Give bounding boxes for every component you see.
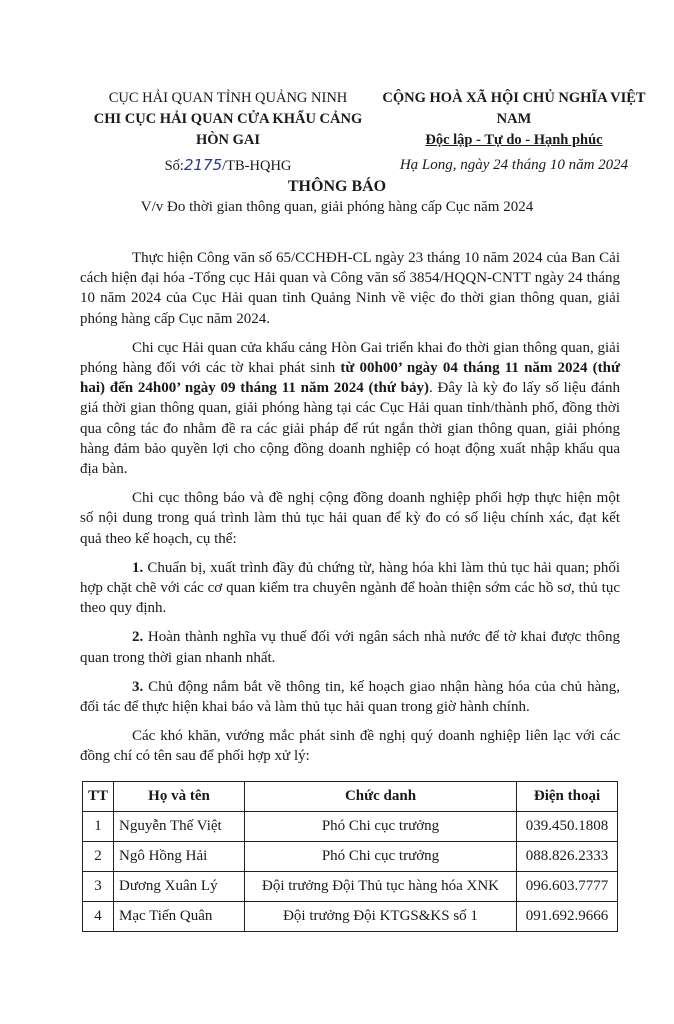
paragraph-2-rest: . Đây là kỳ đo lấy số liệu đánh giá thời gian thông quan, giải phóng hàng tại các Cục Hải quan tỉnh/thành phố, đồng thời qua công tác đo nhằm đề ra các giải pháp để rút ngắn thời gian thông quan, giải phóng hàng đảm bảo quyền lợi cho cộng đồng doanh nghiệp có hoạt động xuất nhập khẩu qua địa bàn. bbox=[80, 380, 620, 478]
contact-position: Đội trưởng Đội Thủ tục hàng hóa XNK bbox=[245, 872, 517, 902]
table-row bbox=[83, 842, 618, 872]
paragraph-3: Chi cục thông báo và đề nghị cộng đồng doanh nghiệp phối hợp thực hiện một số nội dung trong quá trình làm thủ tục hải quan để kỳ đo có số liệu chính xác, đạt kết quả theo kế hoạch, cụ thể: bbox=[80, 490, 620, 547]
contact-phone: 088.826.2333 bbox=[517, 842, 618, 872]
list-item-3 bbox=[80, 677, 620, 717]
contact-position: Phó Chi cục trưởng bbox=[245, 812, 517, 842]
row-index: 4 bbox=[83, 902, 114, 932]
table-row bbox=[83, 902, 618, 932]
row-index: 1 bbox=[83, 812, 114, 842]
table-row bbox=[83, 812, 618, 842]
parent-agency: CỤC HẢI QUAN TỈNH QUẢNG NINH bbox=[108, 90, 348, 106]
paragraph-2-lead: Chi cục Hải quan cửa khẩu cảng Hòn Gai triển khai đo thời gian thông quan, giải phóng hàng đối với các tờ khai phát sinh bbox=[80, 339, 620, 377]
list-item-1-text: Chuẩn bị, xuất trình đầy đủ chứng từ, hàng hóa khi làm thủ tục hải quan; phối hợp chặt chẽ với các cơ quan kiểm tra chuyên ngành để hoàn thiện sớm các hồ sơ, thủ tục theo quy định. bbox=[80, 559, 620, 617]
doc-number-prefix: Số: bbox=[164, 158, 184, 174]
nation-name: CỘNG HOÀ XÃ HỘI CHỦ NGHĨA VIỆT NAM bbox=[382, 90, 646, 127]
contact-position: Phó Chi cục trưởng bbox=[245, 842, 517, 872]
column-header-title: Chức danh bbox=[245, 782, 517, 812]
column-header-name: Họ và tên bbox=[114, 782, 245, 812]
list-item-3-text: Chủ động nắm bắt về thông tin, kế hoạch giao nhận hàng hóa của chủ hàng, đối tác để thực hiện khai báo và làm thủ tục hải quan trong giờ hành chính. bbox=[80, 678, 620, 716]
contact-position: Đội trưởng Đội KTGS&KS số 1 bbox=[245, 902, 517, 932]
contact-name: Ngô Hồng Hải bbox=[114, 842, 245, 872]
paragraph-1: Thực hiện Công văn số 65/CCHĐH-CL ngày 23 tháng 10 năm 2024 của Ban Cải cách hiện đại hóa -Tổng cục Hải quan và Công văn số 3854/HQQN-CNTT ngày 24 tháng 10 năm 2024 của Cục Hải quan tỉnh Quảng Ninh về việc đo thời gian thông quan, giải phóng hàng cấp Cục năm 2024. bbox=[80, 250, 620, 327]
row-index: 3 bbox=[83, 872, 114, 902]
national-motto: Độc lập - Tự do - Hạnh phúc bbox=[425, 132, 603, 148]
issuing-agency-block bbox=[78, 88, 378, 177]
contact-name: Nguyễn Thế Việt bbox=[114, 812, 245, 842]
paragraph-4: Các khó khăn, vướng mắc phát sinh đề nghị quý doanh nghiệp liên lạc với các đồng chí có tên sau để phối hợp xử lý: bbox=[80, 728, 620, 765]
doc-number-handwritten: 2175 bbox=[183, 156, 223, 174]
list-item-1 bbox=[80, 558, 620, 619]
document-body bbox=[80, 248, 620, 776]
list-item-1-number: 1. bbox=[132, 559, 144, 576]
document-subject: V/v Đo thời gian thông quan, giải phóng hàng cấp Cục năm 2024 bbox=[140, 199, 534, 215]
list-item-2-text: Hoàn thành nghĩa vụ thuế đối với ngân sách nhà nước để tờ khai được thông quan trong thời gian nhanh nhất. bbox=[80, 629, 620, 666]
national-header-block bbox=[374, 88, 654, 176]
document-number bbox=[78, 155, 378, 177]
contact-name: Mạc Tiến Quân bbox=[114, 902, 245, 932]
issuing-agency: CHI CỤC HẢI QUAN CỬA KHẨU CẢNG HÒN GAI bbox=[93, 111, 363, 148]
doc-number-suffix: /TB-HQHG bbox=[222, 158, 292, 174]
contact-name: Dương Xuân Lý bbox=[114, 872, 245, 902]
column-header-phone: Điện thoại bbox=[517, 782, 618, 812]
list-item-3-number: 3. bbox=[132, 678, 144, 695]
measurement-period: từ 00h00’ ngày 04 tháng 11 năm 2024 (thứ hai) đến 24h00’ ngày 09 tháng 11 năm 2024 (thứ bảy) bbox=[80, 360, 621, 397]
table-row bbox=[83, 872, 618, 902]
contact-phone: 039.450.1808 bbox=[517, 812, 618, 842]
row-index: 2 bbox=[83, 842, 114, 872]
contacts-table bbox=[82, 781, 618, 932]
list-item-2 bbox=[80, 627, 620, 667]
document-title: THÔNG BÁO bbox=[287, 178, 387, 195]
contact-phone: 096.603.7777 bbox=[517, 872, 618, 902]
paragraph-2 bbox=[80, 338, 620, 479]
contact-phone: 091.692.9666 bbox=[517, 902, 618, 932]
column-header-tt: TT bbox=[83, 782, 114, 812]
list-item-2-number: 2. bbox=[132, 629, 144, 646]
place-date: Hạ Long, ngày 24 tháng 10 năm 2024 bbox=[399, 157, 629, 173]
table-header-row bbox=[83, 782, 618, 812]
